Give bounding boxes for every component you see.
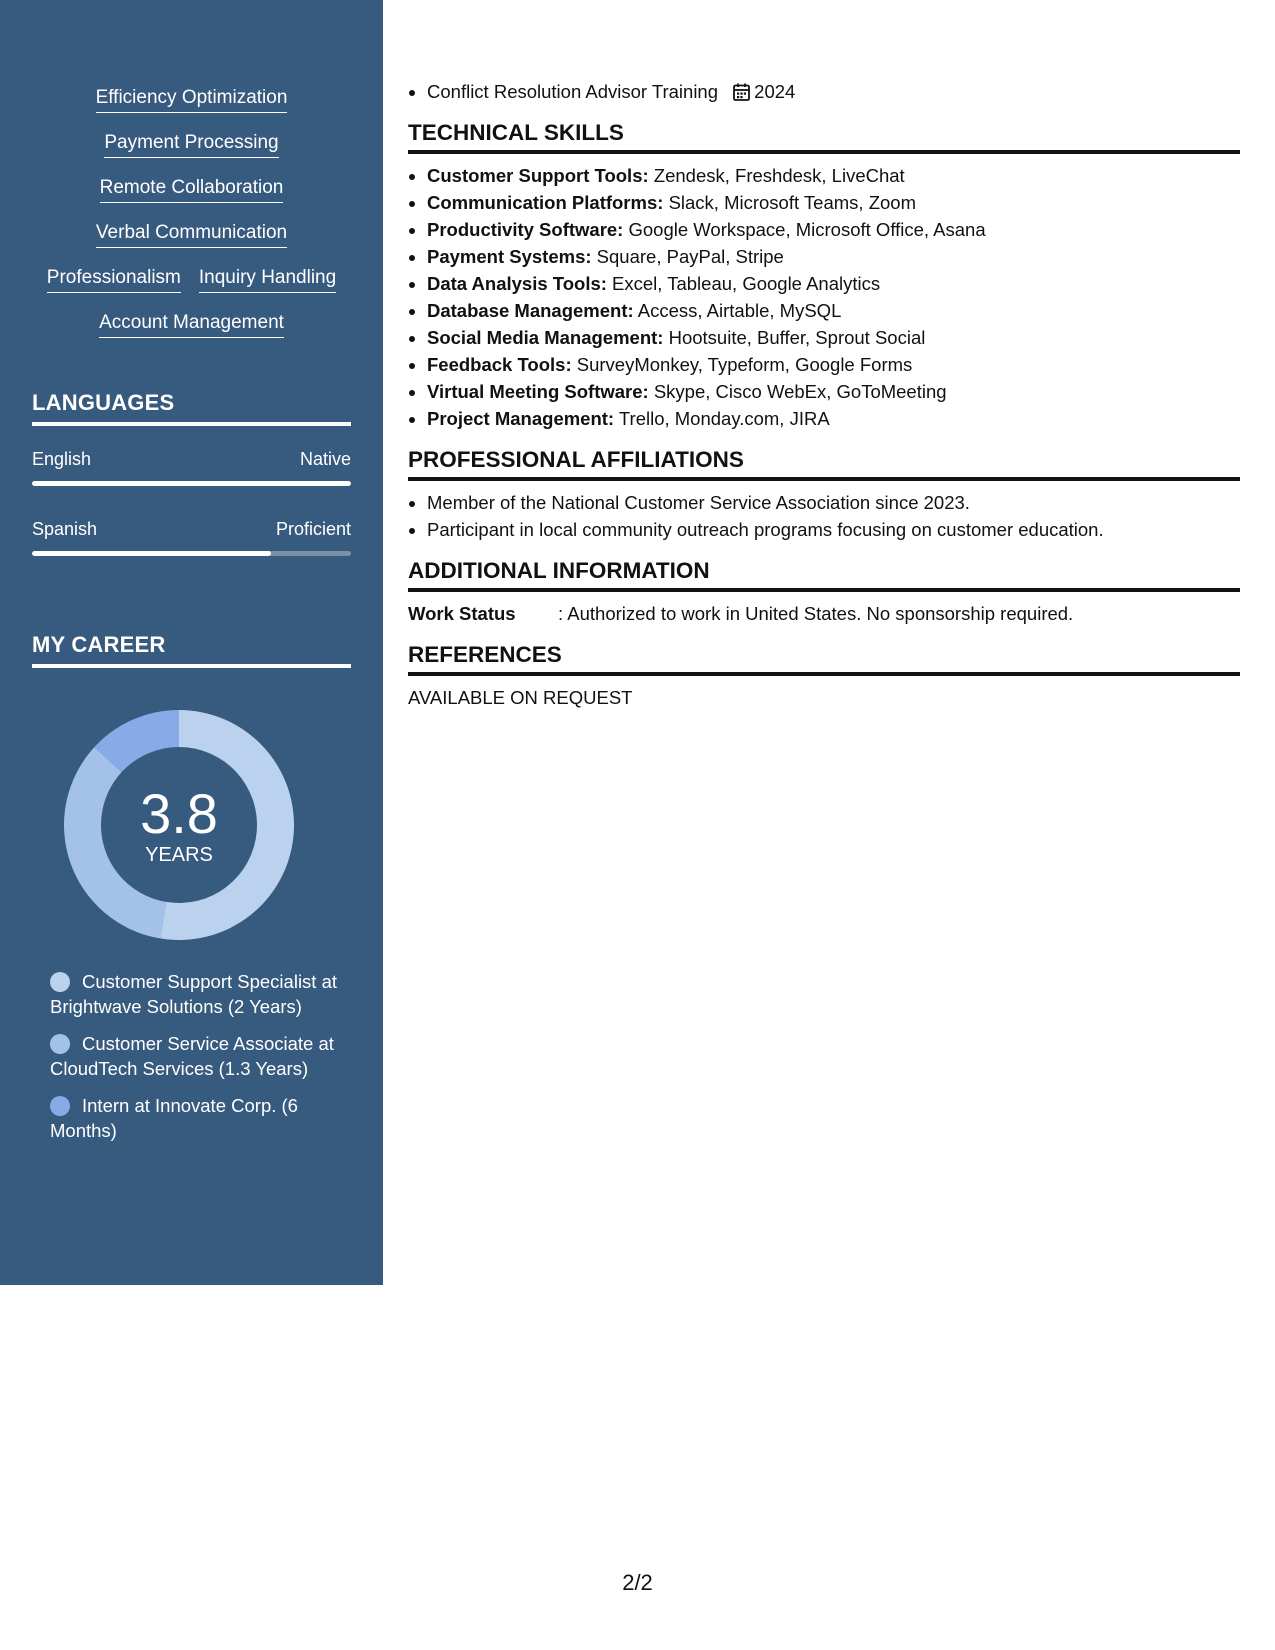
language-proficiency-bar: [32, 551, 351, 556]
skill-row: [32, 86, 351, 131]
technical-skill-label: Social Media Management:: [427, 327, 664, 348]
calendar-icon: [733, 83, 750, 101]
work-status-label: Work Status: [408, 603, 516, 624]
affiliation-item: • Participant in local community outreach programs focusing on customer education.: [427, 516, 1240, 543]
additional-info-title: ADDITIONAL INFORMATION: [408, 557, 1240, 592]
technical-skills-title: TECHNICAL SKILLS: [408, 119, 1240, 154]
skill-link[interactable]: Professionalism: [47, 266, 181, 293]
technical-skill-item: [427, 189, 1240, 216]
technical-skill-value: Excel, Tableau, Google Analytics: [612, 273, 881, 294]
career-item: [50, 1032, 340, 1081]
technical-skill-value: Access, Airtable, MySQL: [637, 300, 842, 321]
skill-row: [32, 176, 351, 221]
technical-skill-item: [427, 405, 1240, 432]
language-item: [32, 447, 351, 486]
affiliations-list: [408, 489, 1240, 543]
career-total-years: 3.8: [140, 782, 218, 845]
career-years-unit: YEARS: [145, 844, 213, 866]
page-number: 2/2: [622, 1570, 653, 1595]
training-list: [408, 78, 1240, 105]
skills-list: [32, 86, 351, 356]
technical-skill-item: [427, 324, 1240, 351]
technical-skill-label: Feedback Tools:: [427, 354, 572, 375]
skill-link[interactable]: Efficiency Optimization: [96, 86, 288, 113]
training-item: [427, 78, 1240, 105]
technical-skill-item: [427, 297, 1240, 324]
career-title: MY CAREER: [32, 632, 351, 668]
career-item-text: Customer Support Specialist at Brightwave Solutions (2 Years): [50, 971, 338, 1017]
technical-skill-value: Square, PayPal, Stripe: [596, 246, 784, 267]
affiliation-item: • Member of the National Customer Service Association since 2023.: [427, 489, 1240, 516]
language-name: Spanish: [32, 519, 98, 539]
work-status-value: : Authorized to work in United States. No sponsorship required.: [558, 603, 1074, 624]
additional-info-section: [408, 557, 1240, 627]
technical-skill-label: Data Analysis Tools:: [427, 273, 607, 294]
training-year: 2024: [754, 81, 796, 102]
technical-skill-label: Virtual Meeting Software:: [427, 381, 649, 402]
technical-skill-item: [427, 243, 1240, 270]
technical-skills-list: [408, 162, 1240, 432]
skill-link[interactable]: Inquiry Handling: [199, 266, 336, 293]
technical-skill-label: Customer Support Tools:: [427, 165, 649, 186]
career-legend-dot: [50, 1096, 70, 1116]
training-name: Conflict Resolution Advisor Training: [427, 81, 719, 102]
technical-skill-item: [427, 216, 1240, 243]
language-item: [32, 517, 351, 556]
technical-skill-value: SurveyMonkey, Typeform, Google Forms: [576, 354, 913, 375]
skill-row: [32, 266, 351, 311]
language-proficiency-fill: [32, 551, 271, 556]
skill-row: [32, 131, 351, 176]
main-content: [408, 78, 1240, 725]
sidebar: [0, 0, 383, 1285]
skill-link[interactable]: Verbal Communication: [96, 221, 287, 248]
technical-skill-value: Hootsuite, Buffer, Sprout Social: [668, 327, 926, 348]
career-item: [50, 970, 340, 1019]
career-legend-dot: [50, 1034, 70, 1054]
technical-skill-value: Google Workspace, Microsoft Office, Asana: [628, 219, 986, 240]
technical-skill-item: [427, 351, 1240, 378]
references-section: [408, 641, 1240, 711]
references-title: REFERENCES: [408, 641, 1240, 676]
skill-row: [32, 311, 351, 356]
skill-link[interactable]: Payment Processing: [104, 131, 278, 158]
language-proficiency-bar: [32, 481, 351, 486]
technical-skill-value: Skype, Cisco WebEx, GoToMeeting: [653, 381, 947, 402]
donut-center: [64, 710, 294, 940]
language-proficiency-fill: [32, 481, 351, 486]
references-text: AVAILABLE ON REQUEST: [408, 687, 633, 708]
skill-link[interactable]: Remote Collaboration: [100, 176, 284, 203]
technical-skill-item: [427, 378, 1240, 405]
technical-skills-section: [408, 119, 1240, 432]
technical-skill-label: Project Management:: [427, 408, 615, 429]
technical-skill-item: [427, 270, 1240, 297]
skill-link[interactable]: Account Management: [99, 311, 284, 338]
language-level: Proficient: [275, 519, 351, 539]
technical-skill-label: Database Management:: [427, 300, 634, 321]
career-item: [50, 1094, 340, 1143]
career-list: [50, 970, 340, 1156]
language-name: English: [32, 449, 92, 469]
career-legend-dot: [50, 972, 70, 992]
technical-skill-value: Slack, Microsoft Teams, Zoom: [668, 192, 916, 213]
affiliations-section: [408, 446, 1240, 543]
skill-row: [32, 221, 351, 266]
affiliations-title: PROFESSIONAL AFFILIATIONS: [408, 446, 1240, 481]
technical-skill-label: Communication Platforms:: [427, 192, 664, 213]
technical-skill-value: Zendesk, Freshdesk, LiveChat: [653, 165, 905, 186]
technical-skill-item: [427, 162, 1240, 189]
language-row: [32, 517, 351, 541]
language-row: [32, 447, 351, 471]
technical-skill-label: Payment Systems:: [427, 246, 592, 267]
career-item-text: Intern at Innovate Corp. (6 Months): [50, 1095, 298, 1141]
technical-skill-value: Trello, Monday.com, JIRA: [618, 408, 830, 429]
languages-title: LANGUAGES: [32, 390, 351, 426]
career-item-text: Customer Service Associate at CloudTech Services (1.3 Years): [50, 1033, 334, 1079]
language-level: Native: [299, 449, 351, 469]
career-donut-chart: [64, 710, 294, 940]
technical-skill-label: Productivity Software:: [427, 219, 624, 240]
work-status-row: [408, 600, 1240, 627]
